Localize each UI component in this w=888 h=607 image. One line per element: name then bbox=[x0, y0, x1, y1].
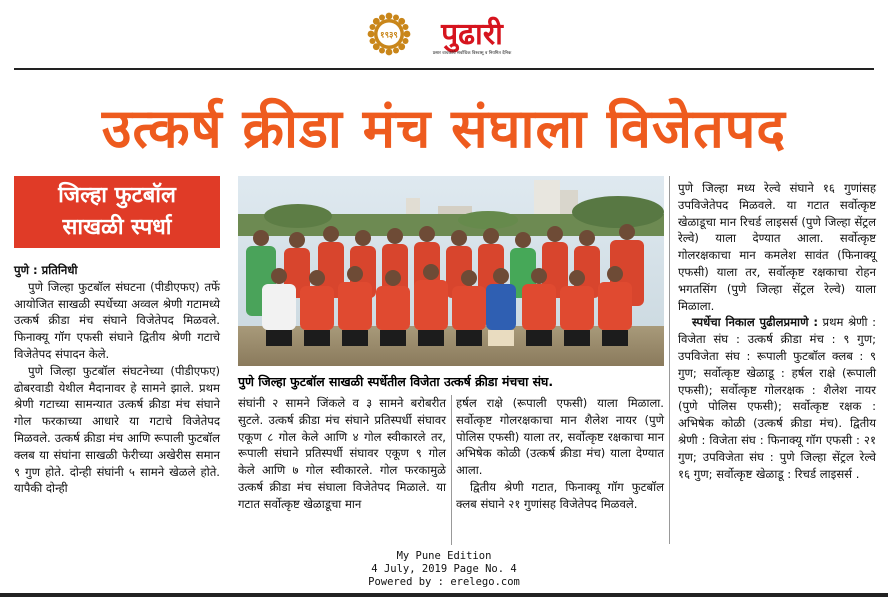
team-photo bbox=[238, 176, 664, 366]
svg-text:पुढारी: पुढारी bbox=[441, 17, 503, 52]
paragraph: पुणे जिल्हा मध्य रेल्वे संघाने १६ गुणांसह उपविजेतेपद मिळवले. या गटात सर्वोत्कृष्ट खेळाडूचा मान रिचर्ड लाइसर्स (पुणे जिल्हा सेंट्रल रेल्वे) याला देण्यात आला. सर्वोत्कृष्ट गोलरक्षकाचा मान कमलेश सावंत (फिनाक्यू एफसी) याला तर, सर्वोत्कृष्ट रक्षकाचा रोहन भगतसिंग (पुणे जिल्हा सेंट्रल रेल्वे) याला मिळाला. bbox=[678, 181, 876, 313]
seal-years: १९३९ bbox=[380, 30, 398, 41]
masthead bbox=[0, 0, 888, 68]
edition-date: 4 July, 2019 Page No. 4 bbox=[371, 563, 517, 575]
edition-name: My Pune Edition bbox=[396, 550, 492, 562]
powered-by: Powered by : erelego.com bbox=[368, 576, 520, 588]
svg-text:प्रसार वाचकांचे सर्वाधिक विश्व: प्रसार वाचकांचे सर्वाधिक विश्वासू व नियमित दैनिक bbox=[432, 51, 512, 56]
results-paragraph bbox=[678, 314, 876, 482]
column-3 bbox=[456, 395, 664, 513]
bottom-rule bbox=[0, 593, 888, 597]
photo-caption: पुणे जिल्हा फुटबॉल साखळी स्पर्धेतील विजेता उत्कर्ष क्रीडा मंचचा संघ. bbox=[238, 374, 554, 389]
paragraph: पुणे जिल्हा फुटबॉल संघटना (पीडीएफए) तर्फे आयोजित साखळी स्पर्धेच्या अव्वल श्रेणी गटामध्ये उत्कर्ष क्रीडा मंच संघाने विजेतेपद मिळवले. फिनाक्यू गॉग एफसी संघाने द्वितीय श्रेणी गटाचे विजेतेपद संपादन केले. bbox=[14, 279, 220, 361]
column-divider bbox=[669, 176, 670, 544]
kicker-line-1: जिल्हा फुटबॉल bbox=[58, 183, 176, 208]
column-4 bbox=[678, 180, 876, 482]
paragraph: द्वितीय श्रेणी गटात, फिनाक्यू गॉग फुटबॉल क्लब संघाने २१ गुणांसह विजेतेपद मिळवले. bbox=[456, 479, 664, 511]
dateline: पुणे : प्रतिनिधी bbox=[14, 263, 78, 277]
seal-emblem-icon bbox=[367, 12, 411, 56]
masthead-rule bbox=[14, 68, 874, 70]
column-divider bbox=[451, 395, 452, 545]
headline: उत्कर्ष क्रीडा मंच संघाला विजेतपद bbox=[101, 97, 787, 160]
paragraph: संघांनी २ सामने जिंकले व ३ सामने बरोबरीत सुटले. उत्कर्ष क्रीडा मंच संघाने प्रतिस्पर्धी संघावर एकूण ८ गोल केले आणि ४ गोल स्वीकारले तर, रूपाली संघाने प्रतिस्पर्धी संघावर एकूण ९ गोल केले आणि ७ गोल स्वीकारले. गोल फरकामुळे उत्कर्ष क्रीडा मंच संघाला विजेतेपद मिळाले. या गटात सर्वोत्कृष्ट खेळाडूचा मान bbox=[238, 396, 446, 511]
edition-footer bbox=[0, 550, 888, 589]
kicker-box bbox=[14, 176, 220, 248]
results-heading: स्पर्धेचा निकाल पुढीलप्रमाणे : bbox=[692, 315, 818, 330]
column-1 bbox=[14, 262, 220, 497]
results-body: प्रथम श्रेणी : विजेता संघ : उत्कर्ष क्रीडा मंच : ९ गुण; उपविजेता संघ : रूपाली फुटबॉल क्लब : ९ गुण; सर्वोत्कृष्ट खेळाडू : हर्षल राक्षे (रूपाली एफसी); सर्वोत्कृष्ट गोलरक्षक : शैलेश नायर (पुणे पोलिस एफसी); सर्वोत्कृष्ट रक्षक : अभिषेक कोळी (उत्कर्ष क्रीडा मंच). द्वितीय श्रेणी : विजेता संघ : फिनाक्यू गॉग एफसी : २१ गुण; उपविजेता संघ : पुणे जिल्हा सेंट्रल रेल्वे १६ गुण; सर्वोत्कृष्ट खेळाडू : रिचर्ड लाइसर्स . bbox=[678, 315, 876, 481]
paragraph: पुणे जिल्हा फुटबॉल संघटनेच्या (पीडीएफए) ढोबरवाडी येथील मैदानावर हे सामने झाले. प्रथम श्रेणी गटाच्या सामन्यात उत्कर्ष क्रीडा मंच संघाने गोल फरकाच्या आधारे या गटाचे विजेतेपद मिळवले. उत्कर्ष क्रीडा मंच आणि रूपाली फुटबॉल क्लब या संघांना साखळी फेरीच्या अखेरीस समान ९ गुण होते. दोन्ही संघांनी ५ सामने खेळले होते. यापैकी दोन्ही bbox=[14, 363, 220, 496]
column-2 bbox=[238, 395, 446, 513]
pudhari-logo bbox=[420, 10, 524, 58]
kicker-line-2: साखळी स्पर्धा bbox=[62, 215, 172, 240]
paragraph: हर्षल राक्षे (रूपाली एफसी) याला मिळाला. सर्वोत्कृष्ट गोलरक्षकाचा मान शैलेश नायर (पुणे पोलिस एफसी) याला तर, सर्वोत्कृष्ट रक्षकाचा मान अभिषेक कोळी (उत्कर्ष क्रीडा मंच) याला देण्यात आला. bbox=[456, 396, 664, 478]
